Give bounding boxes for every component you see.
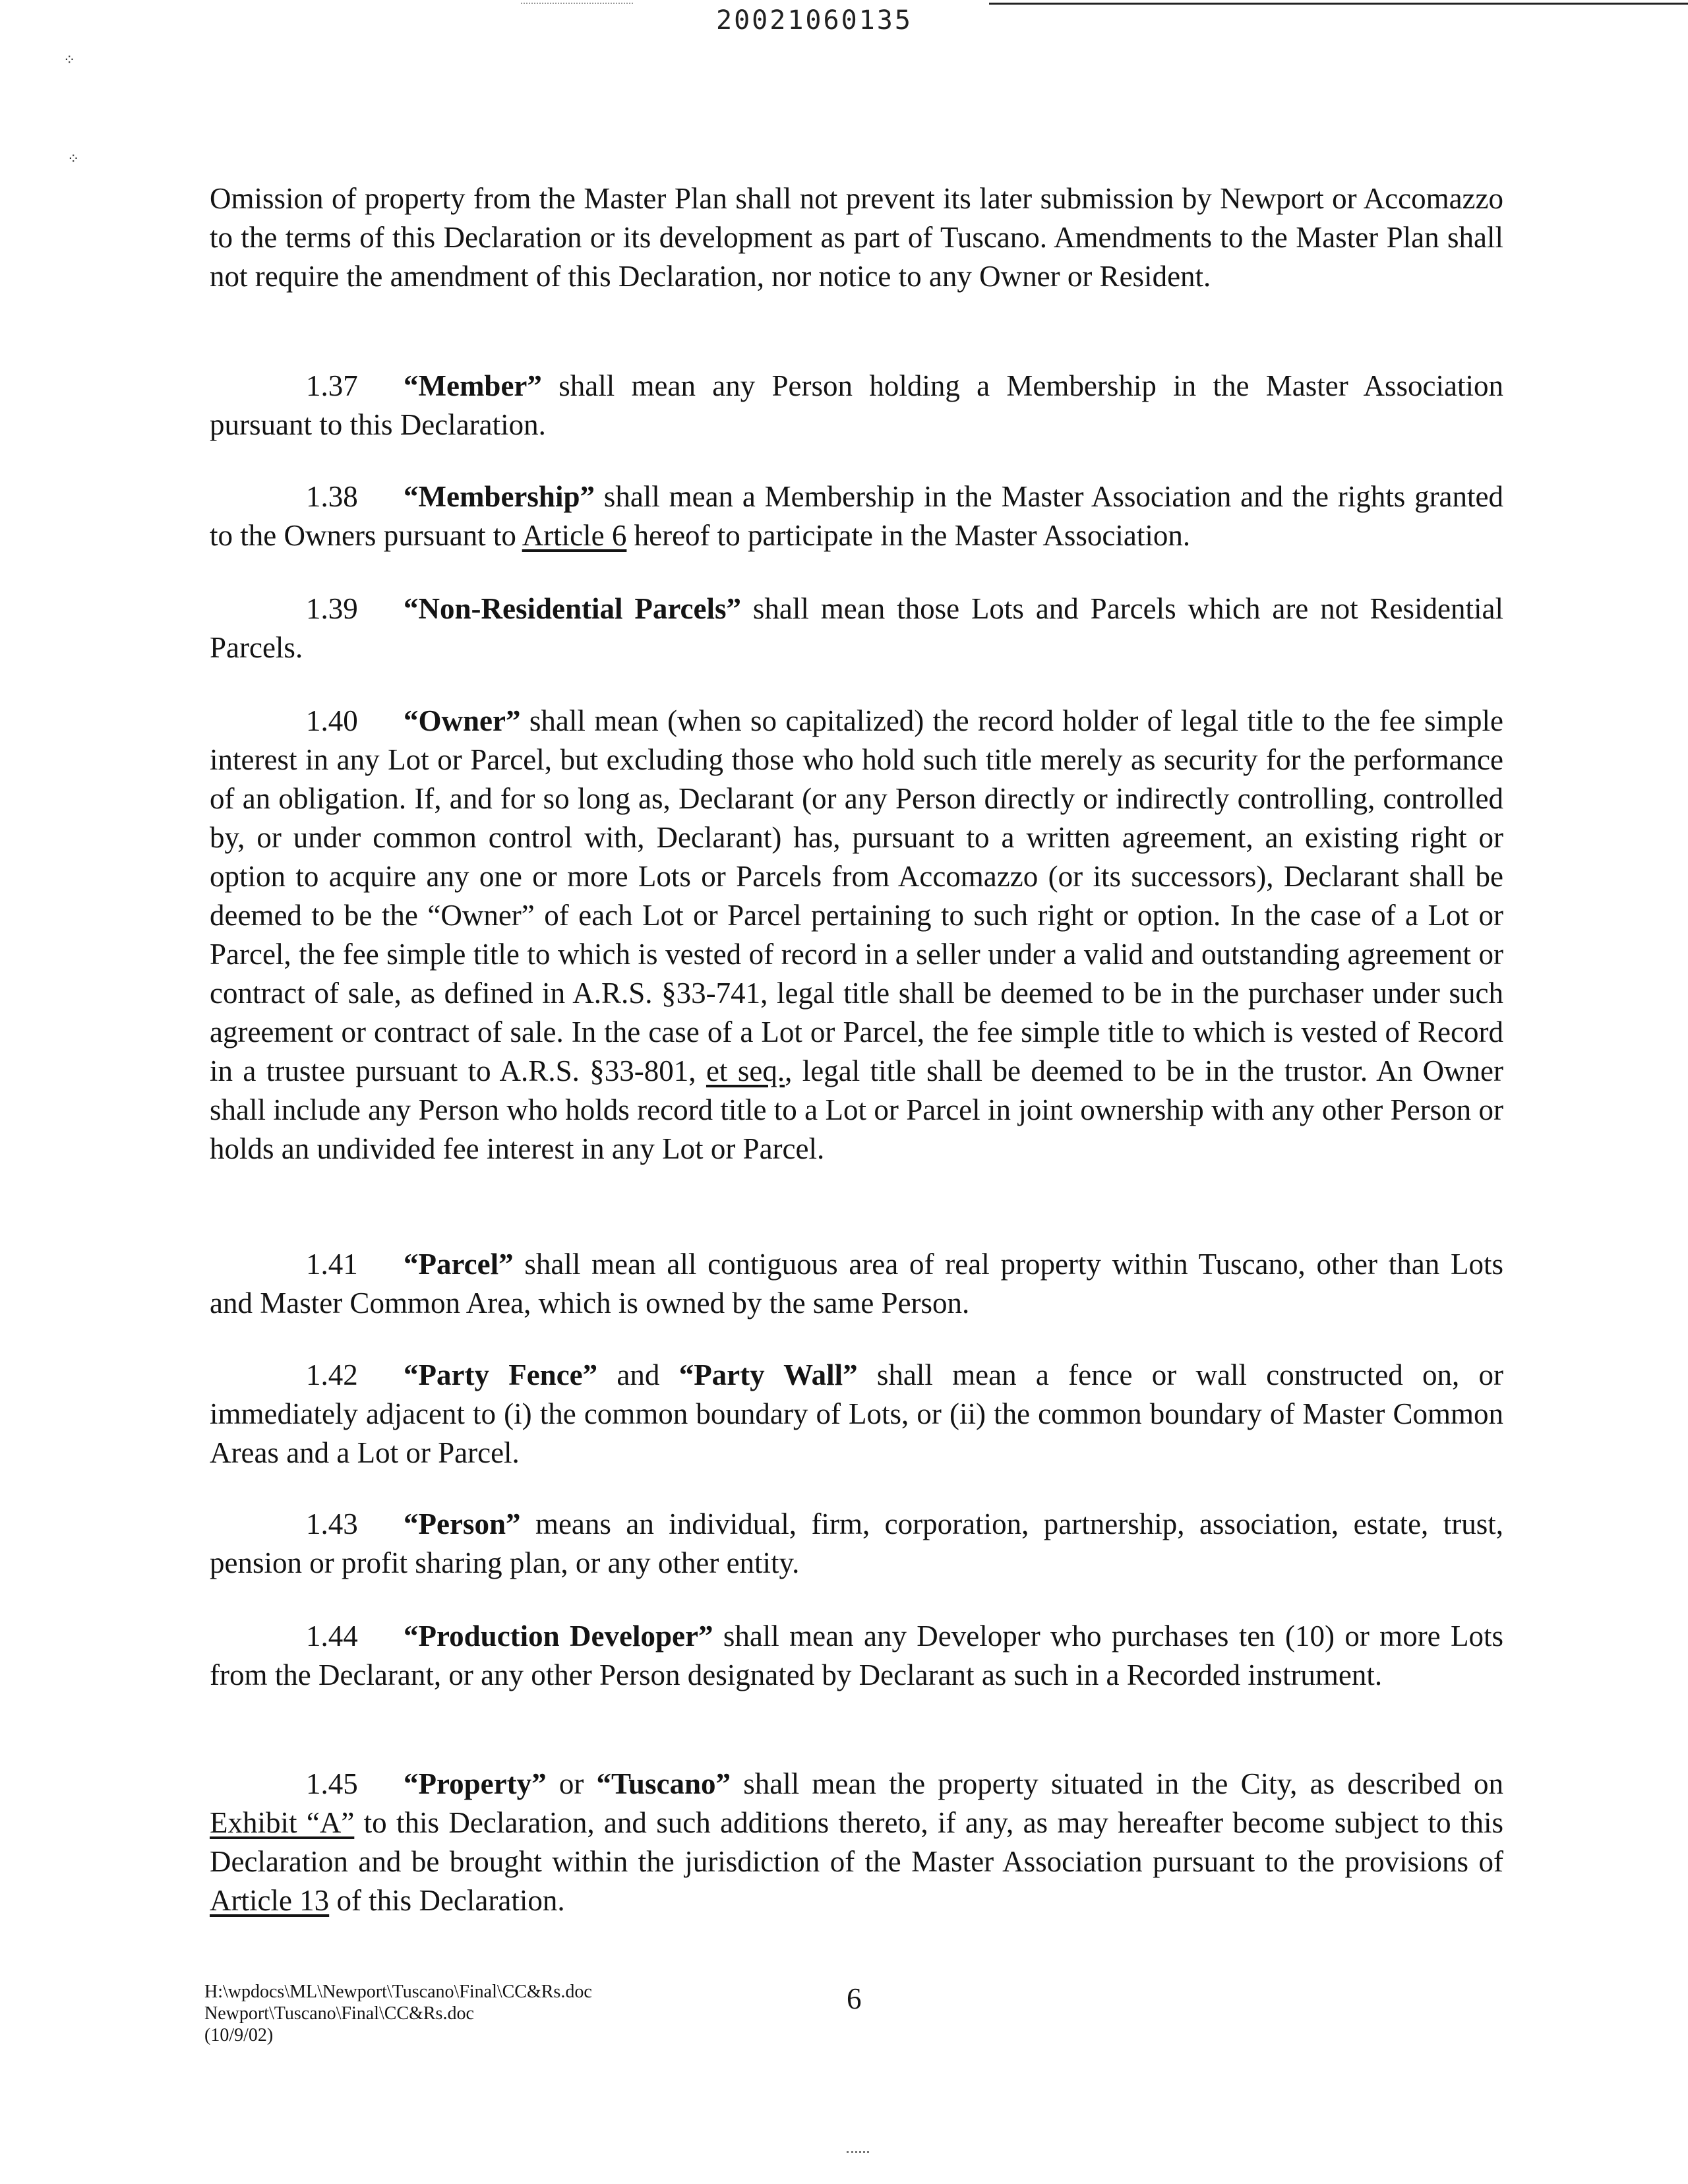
defined-term: “Membership” <box>404 480 595 513</box>
document-number: 20021060135 <box>716 5 913 36</box>
paragraph-1-44 <box>210 1617 1503 1695</box>
footer-file-path <box>204 1981 592 2046</box>
defined-term: “Property” <box>404 1767 547 1800</box>
definition-text: means an individual, firm, corporation, partnership, association, estate, trust, pension or profit sharing plan, or any other entity. <box>210 1507 1503 1579</box>
citation-reference: et seq. <box>706 1054 785 1087</box>
section-number: 1.43 <box>306 1507 358 1540</box>
conjunction: and <box>597 1358 679 1391</box>
defined-term: “Non-Residential Parcels” <box>404 592 741 625</box>
definition-text: of this Declaration. <box>329 1884 565 1917</box>
defined-term: “Member” <box>404 369 542 402</box>
defined-term: “Person” <box>404 1507 521 1540</box>
defined-term: “Production Developer” <box>404 1620 713 1653</box>
defined-term: “Owner” <box>404 704 521 737</box>
footer-path-line: Newport\Tuscano\Final\CC&Rs.doc <box>204 2003 474 2024</box>
definition-text: , legal title shall be deemed to be in the trustor. An Owner shall include any Person who holds record title to a Lot or Parcel in joint ownership with any other Person or holds an undivided fee interest in any Lot or Parcel. <box>210 1054 1503 1165</box>
article-reference: Article 13 <box>210 1884 330 1917</box>
definition-text: hereof to participate in the Master Association. <box>626 519 1191 552</box>
bottom-scan-dots <box>847 2151 869 2153</box>
definition-text: shall mean a Membership in the Master Association and the rights granted to the Owners pursuant to <box>210 480 1503 552</box>
paragraph-intro: Omission of property from the Master Plan shall not prevent its later submission by Newport or Accomazzo to the terms of this Declaration or its development as part of Tuscano. Amendments to the Master Plan shall not require the amendment of this Declaration, nor notice to any Owner or Resident. <box>210 182 1503 293</box>
paragraph-1-45 <box>210 1765 1503 1920</box>
section-number: 1.45 <box>306 1767 358 1800</box>
paragraph-1-38 <box>210 477 1503 555</box>
paragraph-1-41 <box>210 1245 1503 1323</box>
section-number: 1.38 <box>306 480 358 513</box>
definition-text: shall mean those Lots and Parcels which are not Residential Parcels. <box>210 592 1503 664</box>
section-number: 1.40 <box>306 704 358 737</box>
paragraph-1-43 <box>210 1505 1503 1583</box>
section-number: 1.42 <box>306 1358 358 1391</box>
definition-text: shall mean any Person holding a Membership in the Master Association pursuant to this Declaration. <box>210 369 1503 441</box>
conjunction: or <box>546 1767 597 1800</box>
paragraph-1-39 <box>210 590 1503 667</box>
section-number: 1.37 <box>306 369 358 402</box>
definition-text: shall mean (when so capitalized) the record holder of legal title to the fee simple interest in any Lot or Parcel, but excluding those who hold such title merely as security for the performance of an obligation. If, and for so long as, Declarant (or any Person directly or indirectly controlling, controlled by, or under common control with, Declarant) has, pursuant to a written agreement, an existing right or option to acquire any one or more Lots or Parcels from Accomazzo (or its successors), Declarant shall be deemed to be the “Owner” of each Lot or Parcel pertaining to such right or option. In the case of a Lot or Parcel, the fee simple title to which is vested of record in a seller under a valid and outstanding agreement or contract of sale, as defined in A.R.S. §33-741, legal title shall be deemed to be in the purchaser under such agreement or contract of sale. In the case of a Lot or Parcel, the fee simple title to which is vested of Record in a trustee pursuant to A.R.S. §33-801, <box>210 704 1503 1087</box>
definition-text: shall mean a fence or wall constructed on, or immediately adjacent to (i) the common boundary of Lots, or (ii) the common boundary of Master Common Areas and a Lot or Parcel. <box>210 1358 1504 1469</box>
defined-term: “Party Fence” <box>404 1358 598 1391</box>
defined-term: “Parcel” <box>404 1248 514 1281</box>
definition-text: to this Declaration, and such additions thereto, if any, as may hereafter become subject to this Declaration and be brought within the jurisdiction of the Master Association pursuant to the provisions of <box>210 1806 1503 1878</box>
footer-date: (10/9/02) <box>204 2025 274 2046</box>
defined-term: “Party Wall” <box>678 1358 858 1391</box>
header-scan-dots <box>521 3 633 4</box>
exhibit-reference: Exhibit “A” <box>210 1806 355 1839</box>
paragraph-1-40 <box>210 702 1503 1168</box>
scan-mark: ⁘ <box>63 51 76 68</box>
defined-term: “Tuscano” <box>596 1767 731 1800</box>
section-number: 1.39 <box>306 592 358 625</box>
header-rule <box>989 3 1688 5</box>
scan-mark: ⁘ <box>67 150 80 167</box>
definition-text: shall mean all contiguous area of real property within Tuscano, other than Lots and Master Common Area, which is owned by the same Person. <box>210 1248 1503 1320</box>
paragraph-1-37 <box>210 367 1503 444</box>
paragraph-1-42 <box>210 1356 1503 1472</box>
page-number: 6 <box>847 1982 862 2015</box>
section-number: 1.44 <box>306 1620 358 1653</box>
article-reference: Article 6 <box>522 519 627 552</box>
definition-text: shall mean the property situated in the City, as described on <box>730 1767 1503 1800</box>
section-number: 1.41 <box>306 1248 358 1281</box>
footer-path-line: H:\wpdocs\ML\Newport\Tuscano\Final\CC&Rs.doc <box>204 1982 592 2002</box>
definition-text: shall mean any Developer who purchases ten (10) or more Lots from the Declarant, or any other Person designated by Declarant as such in a Recorded instrument. <box>210 1620 1504 1691</box>
